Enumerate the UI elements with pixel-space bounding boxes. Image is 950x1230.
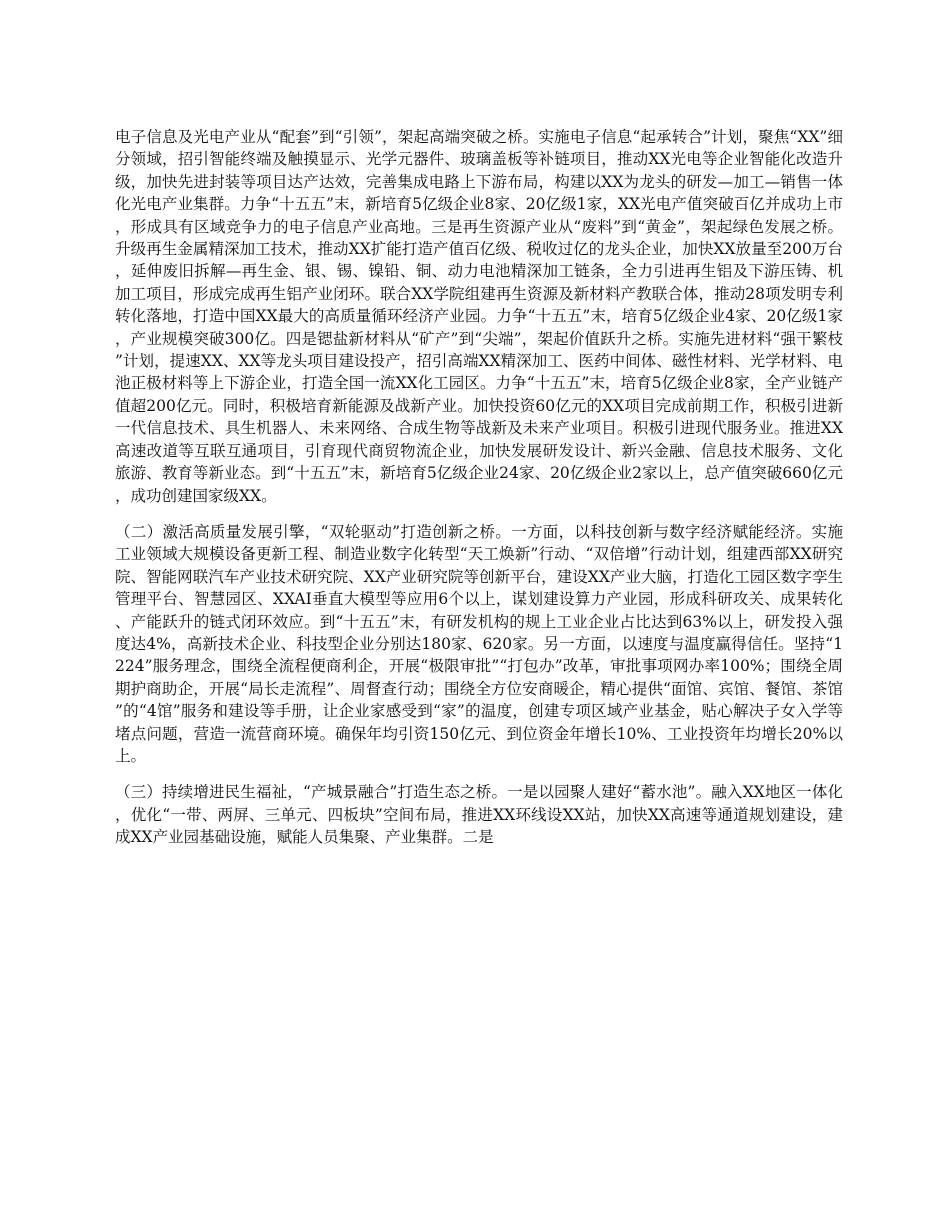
- document-body: [115, 126, 843, 863]
- paragraph-ecology-bridge: （三）持续增进民生福祉，“产城景融合”打造生态之桥。一是以园聚人建好“蓄水池”。融入XX地区一体化，优化“一带、两屏、三单元、四板块”空间布局，推进XX环线设XX站，加快XX高速等通道规划建设，建成XX产业园基础设施，赋能人员集聚、产业集群。二是: [115, 783, 843, 847]
- paragraph-electronics-recycling-strontium: 电子信息及光电产业从“配套”到“引领”，架起高端突破之桥。实施电子信息“起承转合”计划，聚焦“XX”细分领域，招引智能终端及触摸显示、光学元器件、玻璃盖板等补链项目，推动XX光电等企业智能化改造升级，加快先进封装等项目达产达效，完善集成电路上下游布局，构建以XX为龙头的研发—加工—销售一体化光电产业集群。力争“十五五”末，新培育5亿级企业8家、20亿级1家，XX光电产值突破百亿并成功上市，形成具有区域竞争力的电子信息产业高地。三是再生资源产业从“废料”到“黄金”，架起绿色发展之桥。升级再生金属精深加工技术，推动XX扩能打造产值百亿级、税收过亿的龙头企业，加快XX放量至200万台，延伸废旧拆解—再生金、银、锡、镍铅、铜、动力电池精深加工链条，全力引进再生铝及下游压铸、机加工项目，形成完成再生铝产业闭环。联合XX学院组建再生资源及新材料产教联合体，推动28项发明专利转化落地，打造中国XX最大的高质量循环经济产业园。力争“十五五”末，培育5亿级企业4家、20亿级1家，产业规模突破300亿。四是锶盐新材料从“矿产”到“尖端”，架起价值跃升之桥。实施先进材料“强干繁枝”计划，提速XX、XX等龙头项目建设投产，招引高端XX精深加工、医药中间体、磁性材料、光学材料、电池正极材料等上下游企业，打造全国一流XX化工园区。力争“十五五”末，培育5亿级企业8家，全产业链产值超200亿元。同时，积极培育新能源及战新产业。加快投资60亿元的XX项目完成前期工作，积极引进新一代信息技术、具生机器人、未来网络、合成生物等战新及未来产业项目。积极引进现代服务业。推进XX高速改道等互联互通项目，引育现代商贸物流企业，加快发展研发设计、新兴金融、信息技术服务、文化旅游、教育等新业态。到“十五五”末，新培育5亿级企业24家、20亿级企业2家以上，总产值突破660亿元，成功创建国家级XX。: [115, 128, 843, 505]
- paragraph-innovation-bridge: （二）激活高质量发展引擎，“双轮驱动”打造创新之桥。一方面，以科技创新与数字经济赋能经济。实施工业领域大规模设备更新工程、制造业数字化转型“天工焕新”行动、“双倍增”行动计划，组建西部XX研究院、智能网联汽车产业技术研究院、XX产业研究院等创新平台，建设XX产业大脑，打造化工园区数字孪生管理平台、智慧园区、XXAI垂直大模型等应用6个以上，谋划建设算力产业园，形成科研攻关、成果转化、产能跃升的链式闭环效应。到“十五五”末，有研发机构的规上工业企业占比达到63%以上，研发投入强度达4%，高新技术企业、科技型企业分别达180家、620家。另一方面，以速度与温度赢得信任。坚持“1224”服务理念，围绕全流程便商利企，开展“极限审批”“打包办”改革，审批事项网办率100%；围绕全周期护商助企，开展“局长走流程”、周督查行动；围绕全方位安商暖企，精心提供“面馆、宾馆、餐馆、茶馆”的“4馆”服务和建设等手册，让企业家感受到“家”的温度，创建专项区域产业基金，贴心解决子女入学等堵点问题，营造一流营商环境。确保年均引资150亿元、到位资金年增长10%、工业投资年均增长20%以上。: [115, 522, 843, 765]
